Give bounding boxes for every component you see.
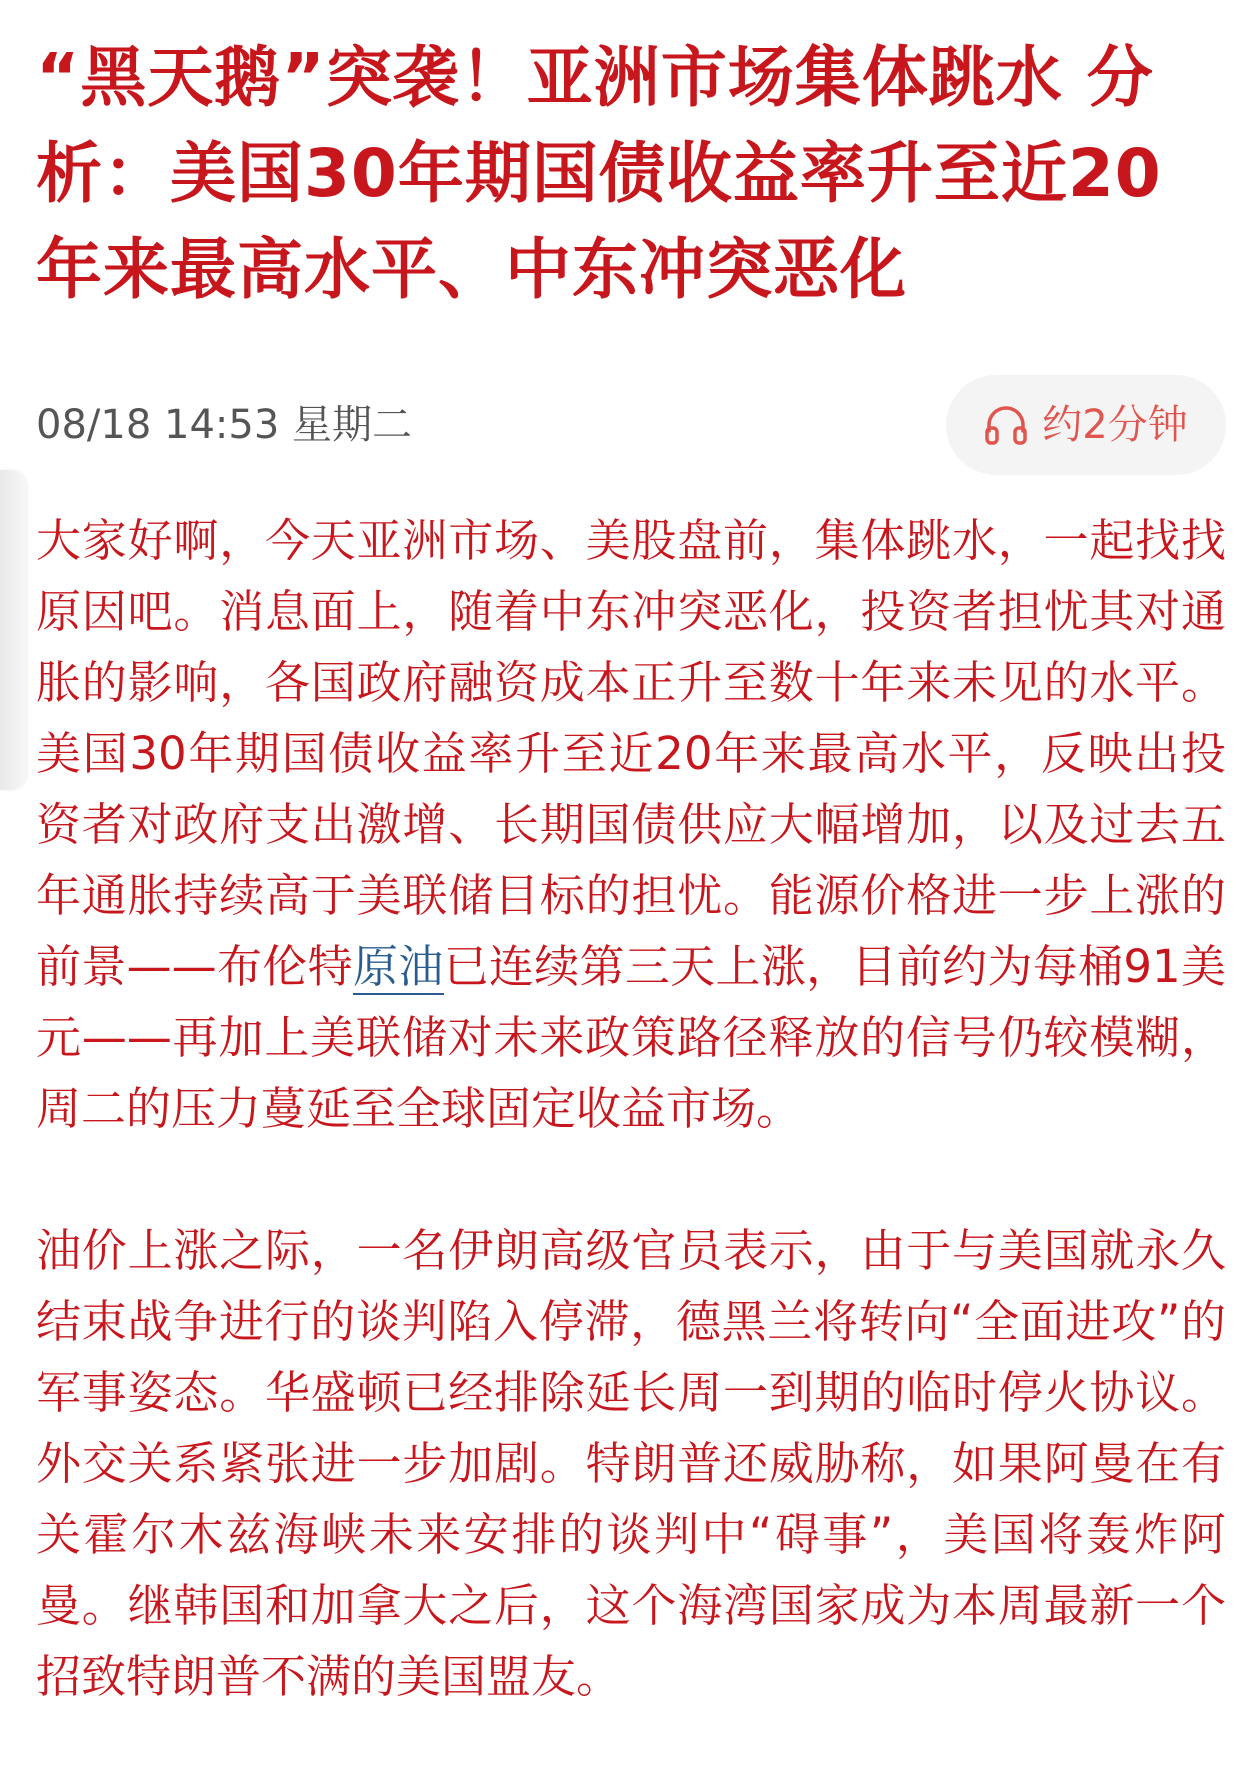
listen-duration: 约2分钟	[1042, 402, 1188, 448]
headphones-icon	[984, 405, 1028, 445]
paragraph-1	[36, 505, 1226, 1144]
article	[36, 30, 1226, 1703]
article-body	[36, 505, 1226, 1783]
side-edge-handle[interactable]	[0, 470, 26, 790]
paragraph-1-text-b: 已连续第三天上涨，目前约为每桶91美元——再加上美联储对未来政策路径释放的信号仍较模糊，周二的压力蔓延至全球固定收益市场。	[36, 940, 1226, 1135]
crude-oil-link[interactable]: 原油	[352, 940, 444, 993]
paragraph-1-text-a: 大家好啊，今天亚洲市场、美股盘前，集体跳水，一起找找原因吧。消息面上，随着中东冲突恶化，投资者担忧其对通胀的影响，各国政府融资成本正升至数十年来未见的水平。美国30年期国债收益率升至近20年来最高水平，反映出投资者对政府支出激增、长期国债供应大幅增加，以及过去五年通胀持续高于美联储目标的担忧。能源价格进一步上涨的前景——布伦特	[36, 514, 1226, 993]
article-title: “黑天鹅”突袭！亚洲市场集体跳水 分析：美国30年期国债收益率升至近20年来最高水平、中东冲突恶化	[36, 39, 1162, 308]
listen-button[interactable]	[946, 375, 1226, 475]
publish-date: 08/18 14:53 星期二	[36, 402, 412, 448]
paragraph-2: 油价上涨之际，一名伊朗高级官员表示，由于与美国就永久结束战争进行的谈判陷入停滞，德黑兰将转向“全面进攻”的军事姿态。华盛顿已经排除延长周一到期的临时停火协议。外交关系紧张进一步加剧。特朗普还威胁称，如果阿曼在有关霍尔木兹海峡未来安排的谈判中“碍事”，美国将轰炸阿曼。继韩国和加拿大之后，这个海湾国家成为本周最新一个招致特朗普不满的美国盟友。	[36, 1224, 1226, 1703]
article-meta	[36, 375, 1226, 475]
